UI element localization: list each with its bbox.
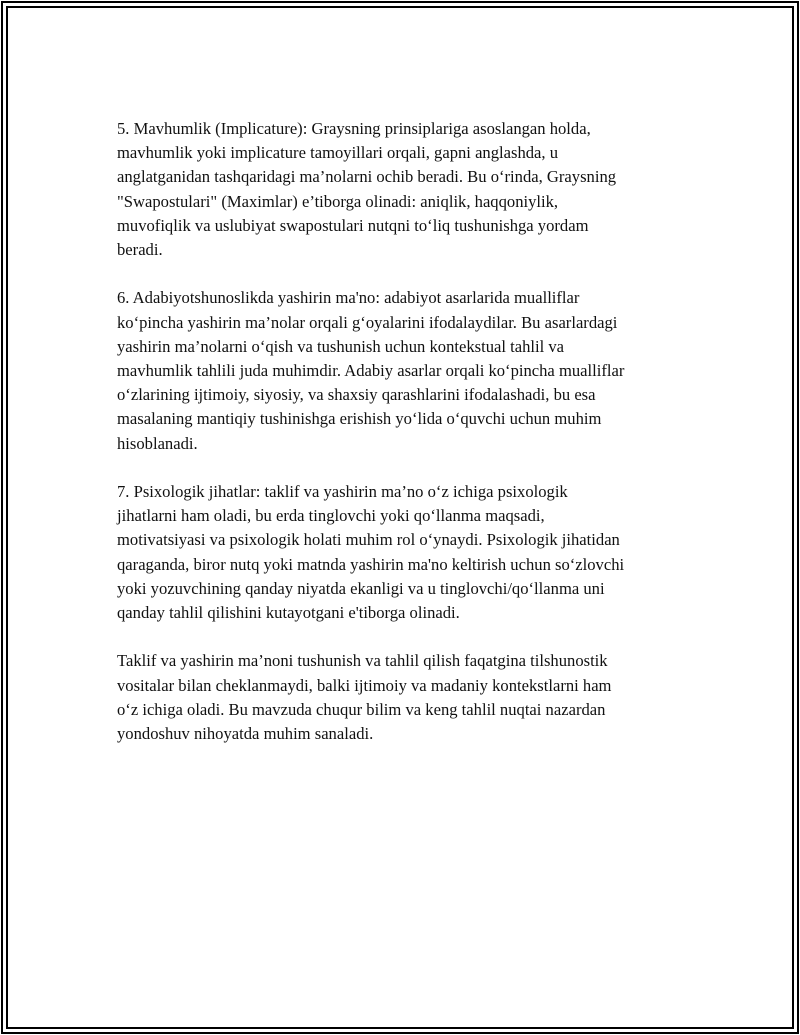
paragraph-conclusion: Taklif va yashirin ma’noni tushunish va tahlil qilish faqatgina tilshunostik vositalar bilan cheklanmaydi, balki ijtimoiy va madaniy kontekstlarni ham o‘z ichiga oladi. Bu mavzuda chuqur bilim va keng tahlil nuqtai nazardan yondoshuv nihoyatda muhim sanaladi. bbox=[117, 651, 612, 744]
paragraph-adabiyotshunoslik: 6. Adabiyotshunoslikda yashirin ma'no: adabiyot asarlarida mualliflar ko‘pincha yashirin ma’nolar orqali g‘oyalarini ifodalaydilar. Bu asarlardagi yashirin ma’nolarni o‘qish va tushunish uchun kontekstual tahlil va mavhumlik tahlili juda muhimdir. Adabiy asarlar orqali ko‘pincha mualliflar o‘zlarining ijtimoiy, siyosiy, va shaxsiy qarashlarini ifodalashadi, bu esa masalaning mantiqiy tushinishga erishish yo‘lida o‘quvchi uchun muhim hisoblanadi. bbox=[117, 288, 625, 453]
document-body bbox=[117, 117, 692, 770]
paragraph-psixologik-jihatlar: 7. Psixologik jihatlar: taklif va yashirin ma’no o‘z ichiga psixologik jihatlarni ham oladi, bu erda tinglovchi yoki qo‘llanma maqsadi, motivatsiyasi va psixologik holati muhim rol o‘ynaydi. Psixologik jihatidan qaraganda, biror nutq yoki matnda yashirin ma'no keltirish uchun so‘zlovchi yoki yozuvchining qanday niyatda ekanligi va u tinglovchi/qo‘llanma uni qanday tahlil qilishini kutayotgani e'tiborga olinadi. bbox=[117, 482, 625, 623]
paragraph-mavhumlik: 5. Mavhumlik (Implicature): Graysning prinsiplariga asoslangan holda, mavhumlik yoki implicature tamoyillari orqali, gapni anglashda, u anglatganidan tashqaridagi ma’nolarni ochib beradi. Bu o‘rinda, Graysning "Swapostulari" (Maximlar) e’tiborga olinadi: aniqlik, haqqoniylik, muvofiqlik va uslubiyat swapostulari nutqni to‘liq tushunishga yordam beradi. bbox=[117, 119, 617, 260]
